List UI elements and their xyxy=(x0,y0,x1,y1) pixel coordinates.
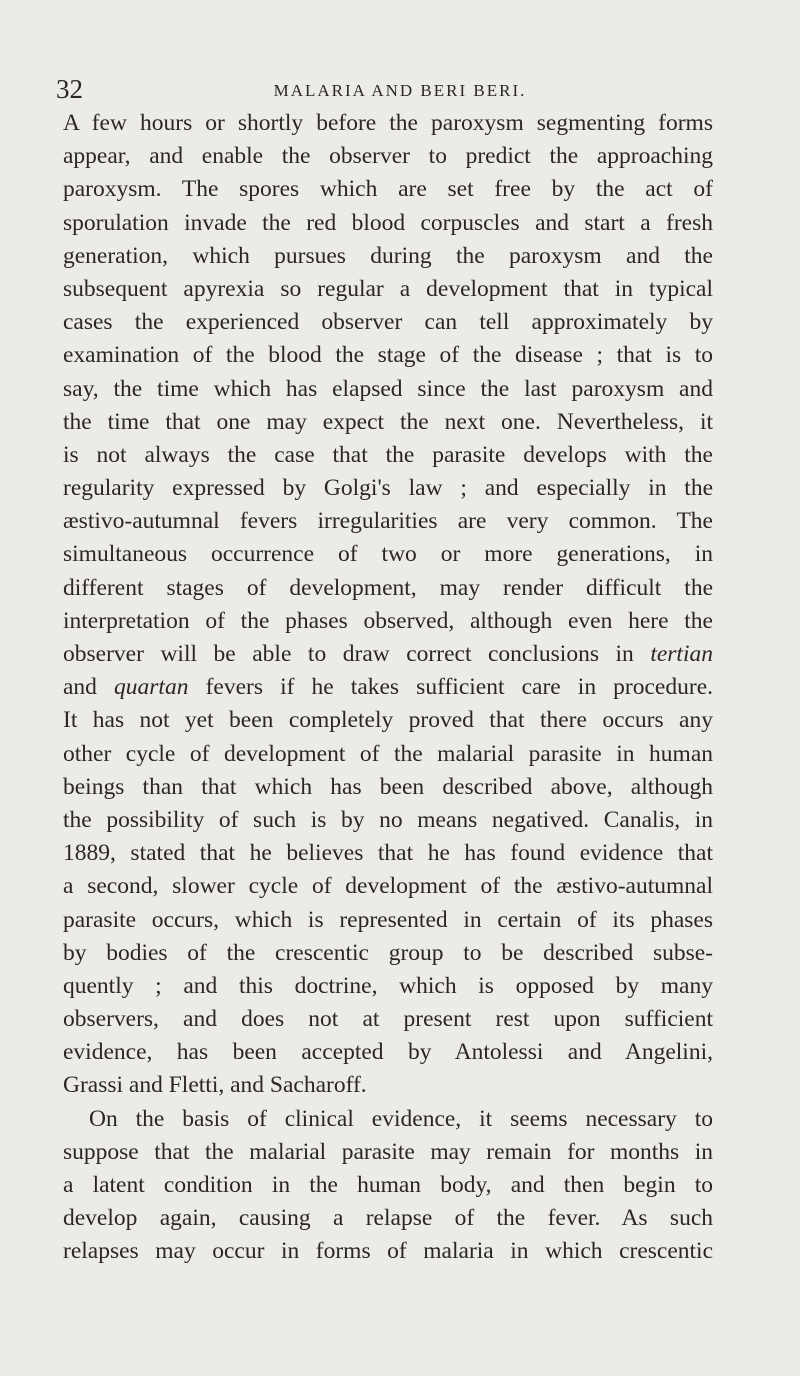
text-line: relapses may occur in forms of malaria in which crescentic xyxy=(63,1238,713,1265)
page-number: 32 xyxy=(56,74,83,104)
text-line: different stages of development, may render difficult the xyxy=(63,574,713,601)
text-line: generation, which pursues during the paroxysm and the xyxy=(63,242,713,269)
text-line: interpretation of the phases observed, although even here the xyxy=(63,607,713,634)
text-line: 1889, stated that he believes that he has found evidence that xyxy=(63,840,713,867)
text-line: other cycle of development of the malarial parasite in human xyxy=(63,740,713,767)
text-line: examination of the blood the stage of the disease ; that is to xyxy=(63,342,713,369)
running-title: MALARIA AND BERI BERI. xyxy=(273,81,527,100)
text-line: regularity expressed by Golgi's law ; and especially in the xyxy=(63,475,713,502)
text-line xyxy=(63,671,713,704)
text-line: parasite occurs, which is represented in certain of its phases xyxy=(63,906,713,933)
text-line: beings than that which has been described above, although xyxy=(63,773,713,800)
text-line: paroxysm. The spores which are set free by the act of xyxy=(63,176,713,203)
text-line: sporulation invade the red blood corpuscles and start a fresh xyxy=(63,209,713,236)
text-line: is not always the case that the parasite develops with the xyxy=(63,441,713,468)
text-line: observers, and does not at present rest upon sufficient xyxy=(63,1006,713,1033)
text-line: say, the time which has elapsed since the last paroxysm and xyxy=(63,375,713,402)
body-text xyxy=(63,107,713,1269)
text-line: It has not yet been completely proved that there occurs any xyxy=(63,707,713,734)
text-line: æstivo-autumnal fevers irregularities are very common. The xyxy=(63,508,713,535)
paragraph-2 xyxy=(63,1103,713,1269)
text-line: a latent condition in the human body, and then begin to xyxy=(63,1172,713,1198)
text-line: simultaneous occurrence of two or more generations, in xyxy=(63,541,713,568)
text-line: cases the experienced observer can tell approximately by xyxy=(63,309,713,336)
italic-term: quartan xyxy=(114,674,189,701)
text-run: observer will be able to draw correct conclusions in xyxy=(63,641,651,667)
text-run: fevers if he takes sufficient care in procedure. xyxy=(188,674,713,701)
italic-term: tertian xyxy=(650,641,713,667)
text-line: evidence, has been accepted by Antolessi and Angelini, xyxy=(63,1039,713,1066)
text-line xyxy=(63,638,713,671)
text-line: Grassi and Fletti, and Sacharoff. xyxy=(63,1072,367,1099)
text-line: a second, slower cycle of development of the æstivo-autumnal xyxy=(63,873,713,900)
text-line: the time that one may expect the next one. Nevertheless, it xyxy=(63,408,713,435)
text-line: appear, and enable the observer to predict the approaching xyxy=(63,143,713,170)
text-line: subsequent apyrexia so regular a development that in typical xyxy=(63,275,713,302)
text-line: by bodies of the crescentic group to be described subse- xyxy=(63,939,713,966)
text-line: develop again, causing a relapse of the fever. As such xyxy=(63,1205,713,1232)
paragraph-1 xyxy=(63,107,713,1103)
text-line: suppose that the malarial parasite may remain for months in xyxy=(63,1138,713,1165)
text-line: A few hours or shortly before the paroxysm segmenting forms xyxy=(63,110,713,136)
text-run: and xyxy=(63,674,115,701)
text-line: the possibility of such is by no means negatived. Canalis, in xyxy=(63,806,713,833)
text-line: quently ; and this doctrine, which is opposed by many xyxy=(63,972,713,999)
text-line: On the basis of clinical evidence, it seems necessary to xyxy=(89,1105,713,1132)
